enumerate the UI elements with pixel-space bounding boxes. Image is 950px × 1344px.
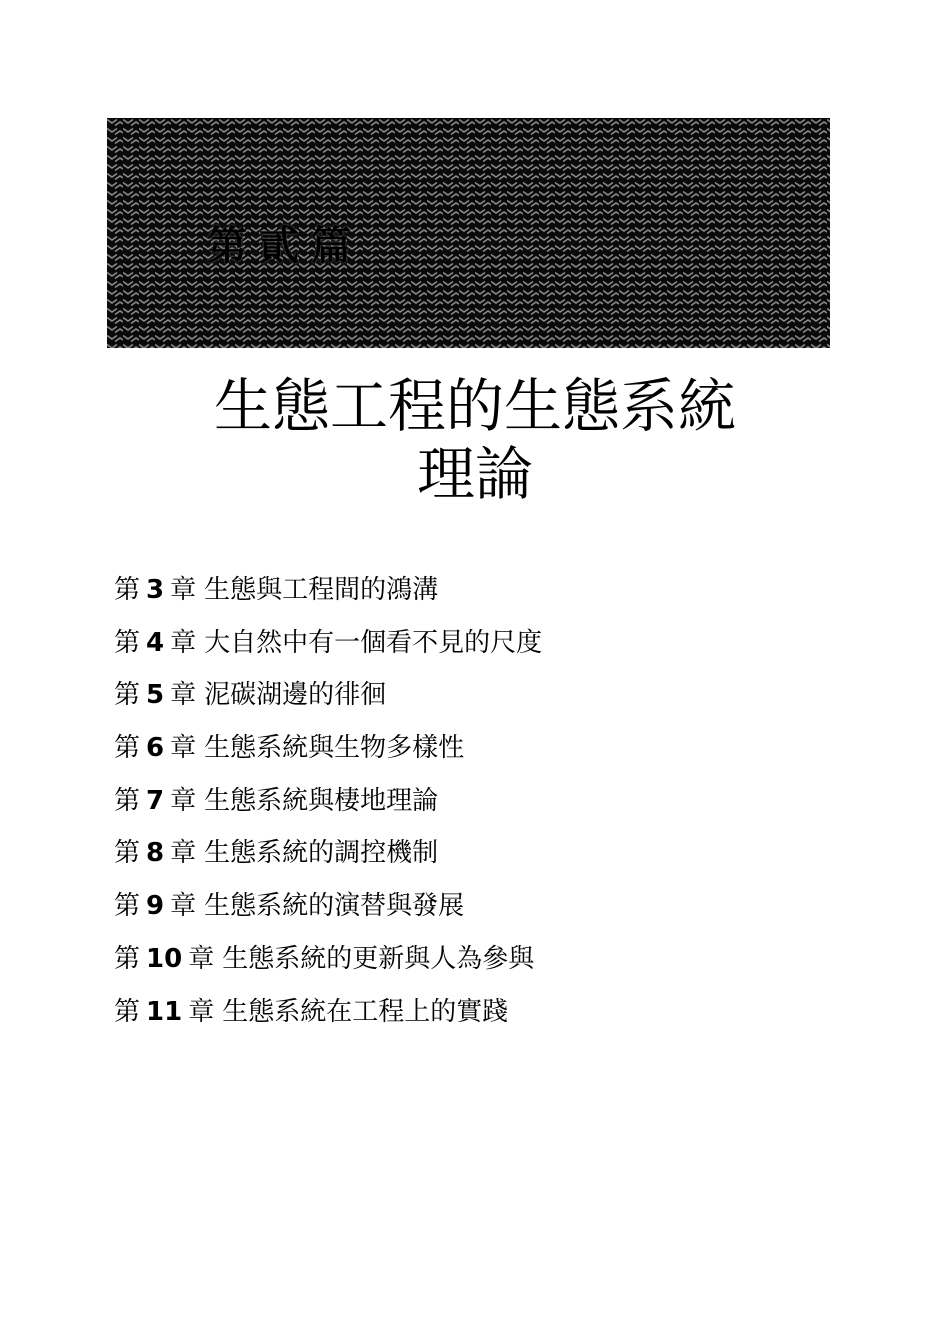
chapter-title: 大自然中有一個看不見的尺度 <box>204 627 543 658</box>
chapter-item <box>114 777 542 830</box>
chapter-number: 9 <box>146 891 165 922</box>
chapter-prefix: 第 <box>114 575 141 605</box>
part-label: 第貳篇 <box>207 223 363 269</box>
part-title <box>0 372 950 508</box>
chapter-title: 生態與工程間的鴻溝 <box>204 575 439 605</box>
chapter-number: 4 <box>146 627 165 658</box>
chapter-suffix: 章 <box>170 838 197 869</box>
chapter-number: 7 <box>146 785 165 816</box>
chapter-prefix: 第 <box>114 943 141 974</box>
chapter-title: 泥碳湖邊的徘徊 <box>204 680 387 711</box>
chapter-suffix: 章 <box>188 996 215 1027</box>
chapter-item <box>114 566 542 619</box>
chapter-item <box>114 724 542 777</box>
chapter-suffix: 章 <box>170 627 197 658</box>
chapter-prefix: 第 <box>114 785 141 816</box>
chapter-title: 生態系統的更新與人為參與 <box>222 943 535 974</box>
chapter-item <box>114 935 542 988</box>
chapter-prefix: 第 <box>114 733 141 764</box>
chapter-suffix: 章 <box>170 680 197 711</box>
chapter-prefix: 第 <box>114 996 141 1027</box>
chapter-number: 5 <box>146 680 165 711</box>
chapter-title: 生態系統與生物多樣性 <box>204 733 465 764</box>
chapter-title: 生態系統與棲地理論 <box>204 785 439 816</box>
chapter-suffix: 章 <box>170 785 197 816</box>
chapter-prefix: 第 <box>114 627 141 658</box>
chapter-item <box>114 829 542 882</box>
chapter-item <box>114 671 542 724</box>
chapter-title: 生態系統的演替與發展 <box>204 891 465 922</box>
chapter-number: 10 <box>146 943 183 974</box>
chapter-number: 3 <box>146 575 165 605</box>
chapter-prefix: 第 <box>114 891 141 922</box>
chapter-suffix: 章 <box>170 575 197 605</box>
chapter-number: 6 <box>146 733 165 764</box>
chapter-item <box>114 619 542 672</box>
chapter-title: 生態系統的調控機制 <box>204 838 439 869</box>
chapter-prefix: 第 <box>114 680 141 711</box>
chapter-suffix: 章 <box>170 733 197 764</box>
chapter-list <box>114 566 542 1040</box>
chapter-number: 8 <box>146 838 165 869</box>
chapter-item <box>114 988 542 1041</box>
chapter-prefix: 第 <box>114 838 141 869</box>
chapter-item <box>114 882 542 935</box>
part-title-line2: 理論 <box>416 440 533 508</box>
part-title-line1: 生態工程的生態系統 <box>213 372 736 440</box>
chapter-suffix: 章 <box>188 943 215 974</box>
chapter-title: 生態系統在工程上的實踐 <box>222 996 509 1027</box>
part-banner <box>107 118 830 348</box>
chapter-number: 11 <box>146 996 183 1027</box>
chapter-suffix: 章 <box>170 891 197 922</box>
